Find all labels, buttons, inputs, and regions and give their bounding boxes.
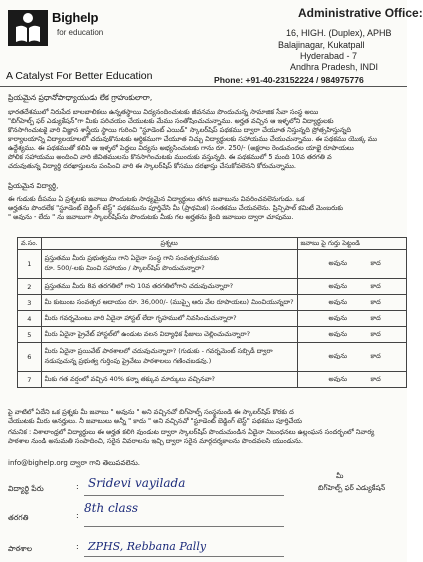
table-row bbox=[18, 372, 407, 388]
paragraph-line: కొనసాగించుటకై వారి విజ్ఞాన శాస్త్రీయ స్థాయి గురించి "స్టూడెంట్ ఎయిడ్" స్కాలర్‌షిప్ పథకము ద్వారా చేయూత నిస్తున్నది ప్రోత్సహిస్తున్నది bbox=[8, 126, 352, 134]
question-text: ప్రస్తుతము మీరు ప్రభుత్వము గాని ఏదైనా సంస్థ గాని సంవత్సరమునకు bbox=[44, 254, 219, 262]
row-number: 7 bbox=[18, 372, 42, 388]
answer-cell bbox=[297, 279, 406, 295]
table-row bbox=[18, 279, 407, 295]
answer-no-option[interactable]: కాద bbox=[370, 374, 381, 383]
column-header-questions: ప్రశ్నలు bbox=[41, 238, 297, 250]
intro-paragraph bbox=[8, 108, 408, 171]
answer-cell bbox=[297, 343, 406, 372]
table-row bbox=[18, 327, 407, 343]
contact-email: info@bighelp.org ద్వారా గాని తెలుపవలెను. bbox=[8, 459, 140, 467]
student-name-field[interactable]: Sridevi vayilada bbox=[88, 476, 186, 490]
paragraph-line: భారతదేశములో నిరుపేద బాలబాలికలు ఉన్నతస్థాయి విద్యనందించుటకు జీవనము పొందుచున్న సామాజిక సేవా సంస్థ అయి bbox=[8, 108, 319, 116]
answer-no-option[interactable]: కాద bbox=[370, 259, 381, 267]
paragraph-line: పాఠశాల నుండి అనుమతి సంపాదించి, సరైన వివరాలను ఇచ్చి ద్వారా సరైన మార్గదర్శకాలను పొందవలసి యుండును. bbox=[8, 437, 303, 445]
row-number: 5 bbox=[18, 327, 42, 343]
answer-yes-option[interactable]: అవును bbox=[328, 329, 348, 338]
office-title: Administrative Office: bbox=[298, 6, 423, 20]
question-text: రూ. 500/-లకు మించి సహాయం / స్కాలర్‌షిప్ పొందుచున్నారా? bbox=[44, 264, 205, 272]
paragraph-line: " అవును - లేదు " ను జవాబుగా స్కాలర్‌షిప్‌ను పొందుటకు మీకు గల అర్హతను క్రింది జవాబుల ద్వారా చూపుము. bbox=[8, 213, 294, 221]
question-cell bbox=[41, 343, 297, 372]
answer-no-option[interactable]: కాద bbox=[370, 313, 381, 322]
paragraph-line: "బిగ్‌హెల్ప్ ఫర్ ఎడ్యుకేషన్"గా మీకు పరిచయం చేయుటకు మేము సంతోషించుచున్నాము. అర్హత వచ్చిన ఆ ఇళ్ళలోని విద్యార్థులకు bbox=[8, 117, 334, 125]
brand-name: Bighelp bbox=[52, 10, 99, 25]
answer-no-option[interactable]: కాద bbox=[370, 352, 381, 360]
signoff-yours: మీ bbox=[336, 472, 344, 480]
answer-yes-option[interactable]: అవును bbox=[328, 352, 348, 360]
column-header-answer: జవాబు పై గుర్తు పెట్టండి bbox=[297, 238, 406, 250]
field-colon: : bbox=[76, 542, 79, 551]
table-row bbox=[18, 343, 407, 372]
answer-cell bbox=[297, 295, 406, 311]
header-divider bbox=[0, 86, 407, 87]
paragraph-line: చేయుటకు మీరు అనర్హులు. నీ జవాబులు అన్నీ " కాదు " అని వచ్చినచో "స్టూడెంట్ బెడ్డింగ్ టెస్ట్" పథకము పూర్తిచేయ bbox=[8, 417, 303, 425]
question-text: మీరు గవర్నమెంటు వారి ఏదైనా హాస్టల్ లేదా గృహములో నివసించుచున్నారా? bbox=[41, 311, 297, 327]
answer-yes-option[interactable]: అవును bbox=[328, 259, 348, 267]
paragraph-line: చదువుతున్న విద్యార్థి దరఖాస్తులను పంపించి వారి ఈ స్కాలర్‌షిప్ కోసము దరఖాస్తు చేసుకోవలెనని కోరుచున్నాము. bbox=[8, 162, 296, 170]
question-text: నడుపుచున్న ప్రభుత్వ గుర్తింపు ప్రైవేటు పాఠశాలలు గణించబడవు.) bbox=[44, 357, 212, 365]
paragraph-line: ఉద్దేశ్యము. ఈ పథకముతో కలిపి ఆ ఇళ్ళలో పెద్దలు విద్యను అభ్యసించుటకు గాను రూ. 250/- (అక్షరాల రెండువందల యాభై రూపాయలు bbox=[8, 144, 354, 152]
question-text: మీకు గత వర్షంలో వచ్చిన 40% కన్నా తక్కువ మార్కులు వచ్చినవా? bbox=[41, 372, 297, 388]
question-text: ప్రస్తుతము మీరు 8వ తరగతిలో గాని 10వ తరగతిలోగాని చదువుచున్నారా? bbox=[41, 279, 297, 295]
school-label: పాఠశాల bbox=[8, 544, 33, 553]
address-line: Hyderabad - 7 bbox=[300, 51, 358, 61]
answer-no-option[interactable]: కాద bbox=[370, 329, 381, 338]
field-colon: : bbox=[76, 482, 79, 491]
class-label: తరగతి bbox=[8, 513, 29, 522]
answer-no-option[interactable]: కాద bbox=[370, 297, 381, 306]
field-underline bbox=[84, 526, 284, 527]
salutation: ప్రియమైన ప్రధానోపాధ్యాయుడు లేక గ్రాహుకులారా, bbox=[8, 93, 153, 102]
phone-number: Phone: +91-40-23152224 / 984975776 bbox=[214, 75, 364, 85]
eligibility-paragraph bbox=[8, 408, 408, 426]
row-number: 1 bbox=[18, 250, 42, 279]
answer-cell bbox=[297, 327, 406, 343]
answer-cell bbox=[297, 372, 406, 388]
brand-subtitle: for education bbox=[57, 28, 104, 37]
row-number: 4 bbox=[18, 311, 42, 327]
answer-yes-option[interactable]: అవును bbox=[328, 374, 348, 383]
answer-yes-option[interactable]: అవును bbox=[328, 281, 348, 290]
eligibility-table bbox=[17, 237, 407, 388]
table-row bbox=[18, 250, 407, 279]
question-text: మీరు ఏదైనా ప్రయివేట్ పాఠశాలలో చదువుచున్నారా? (గుడుకు - గవర్నమెంట్ సబ్సిడీ ద్వారా bbox=[44, 347, 273, 355]
student-name-label: విద్యార్థి పేరు bbox=[8, 484, 44, 493]
paragraph-line: పై వాటిలో ఏదేని ఒక ప్రశ్నకు మీ జవాబు " అవును " అని వచ్చినచో బిగ్‌హెల్ప్ సంస్థనుండి ఈ స్కాలర్‌షిప్ కొరకు ద bbox=[8, 408, 294, 416]
school-field[interactable]: ZPHS, Rebbana Pally bbox=[88, 540, 207, 553]
column-header-number: వ.సం. bbox=[18, 238, 42, 250]
tagline: A Catalyst For Better Education bbox=[6, 70, 153, 82]
address-line: 16, HIGH. (Duplex), APHB bbox=[286, 28, 392, 38]
question-text: మీ కుటుంబ సంవత్సర ఆదాయం రూ. 36,000/- (ముప్పై ఆరు వేల రూపాయలు) మించియున్నదా? bbox=[41, 295, 297, 311]
paragraph-line: పోలిక సహాయము అందించి వారి జీవితములను కొనసాగించుటకు ముందుకు వస్తున్నది. ఈ పథకములో 5 మంది 10వ తరగతి వ bbox=[8, 153, 332, 161]
paragraph-line: గమనిక : విశాలాంధ్రలో విద్యార్థులు ఈ అర్హత కలిగి వుండుట ద్వారా స్కాలర్‌షిప్ పొందుచుండిన ఏదైనా నిబంధనలు ఉల్లంఘన సందర్భంలో నివార్య bbox=[8, 428, 375, 436]
answer-yes-option[interactable]: అవును bbox=[328, 313, 348, 322]
address-line: Balajinagar, Kukatpall bbox=[278, 40, 365, 50]
row-number: 6 bbox=[18, 343, 42, 372]
field-underline bbox=[84, 556, 284, 557]
table-header-row bbox=[18, 238, 407, 250]
question-cell bbox=[41, 250, 297, 279]
answer-yes-option[interactable]: అవును bbox=[328, 297, 348, 306]
answer-no-option[interactable]: కాద bbox=[370, 281, 381, 290]
paragraph-line: అర్హతను పొందలేక "స్టూడెంట్ బెడ్డింగ్ టెస్ట్" పథకమును పూర్తిచేసి మీ (ప్రాథమిక) సంతకము చేయవలెను. ప్రిన్సిపాల్ కమిటీ మెంబరుకు bbox=[8, 204, 344, 212]
field-colon: : bbox=[76, 511, 79, 520]
question-text: మీరు ఏదైనా ప్రైవేట్ హాస్టల్‌లో ఉండుట వలన విద్యాధిక ఫీజులు చెల్లించుచున్నారా? bbox=[41, 327, 297, 343]
paragraph-line: ఈ గుడుకు దీపము ఏ ప్రశ్నలకు జవాబు పొందుటకు సాధ్యమైన విద్యార్థులు తగిన జవాబును వివరించవలెనుగుడు. ఒక bbox=[8, 195, 305, 203]
table-row bbox=[18, 311, 407, 327]
table-row bbox=[18, 295, 407, 311]
field-underline bbox=[84, 495, 284, 496]
bighelp-logo-icon bbox=[8, 8, 48, 46]
class-field[interactable]: 8th class bbox=[84, 501, 139, 515]
signoff-organization: బిగ్‌హెల్ప్ ఫర్ ఎడ్యుకేషన్ bbox=[318, 484, 386, 492]
address-line: Andhra Pradesh, INDI bbox=[290, 62, 379, 72]
student-heading: ప్రియమైన విద్యార్థి, bbox=[8, 182, 59, 190]
answer-cell bbox=[297, 250, 406, 279]
paragraph-line: కార్యాలయాన్ని విద్యాలయాలలో చదువుకొనుటకు ఆర్థికముగా చేయూత నిచ్చు విద్యార్థులకు సహాయము చేయుచున్నాము. ఈ పథకము యొక్క ము bbox=[8, 135, 378, 143]
answer-cell bbox=[297, 311, 406, 327]
note-paragraph bbox=[8, 428, 408, 446]
instructions-paragraph bbox=[8, 195, 408, 222]
row-number: 2 bbox=[18, 279, 42, 295]
row-number: 3 bbox=[18, 295, 42, 311]
